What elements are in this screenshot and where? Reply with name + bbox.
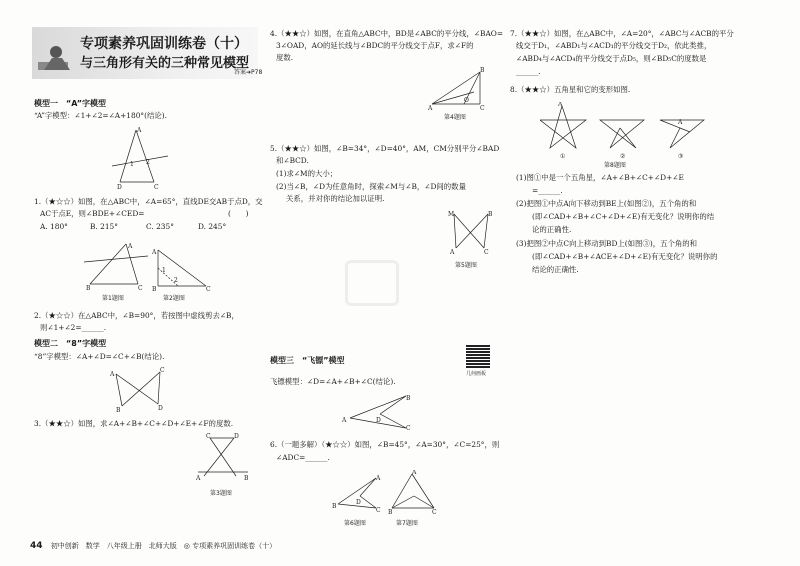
question-7-line4: ______.	[516, 67, 541, 76]
qr-code[interactable]	[466, 344, 490, 368]
question-1-line2: AC于点E，则∠BDE+∠CED=	[40, 209, 145, 218]
svg-text:C: C	[406, 425, 411, 432]
question-4-line3: 度数.	[276, 53, 294, 62]
figure-q5	[444, 208, 498, 256]
figure-q4	[428, 66, 492, 112]
svg-text:B: B	[116, 407, 121, 414]
question-8-part3c: 结论的正确性.	[532, 265, 579, 274]
answer-parentheses: ( )	[228, 209, 249, 218]
figure-q1	[82, 240, 150, 290]
figure-q8	[540, 102, 720, 160]
svg-text:C: C	[206, 433, 211, 440]
caption-fig8: 第8题图	[604, 162, 626, 169]
model3-description: 飞镖模型：∠D=∠A+∠B+∠C(结论).	[270, 377, 396, 386]
svg-text:1: 1	[162, 267, 166, 274]
svg-text:B: B	[86, 285, 91, 290]
svg-text:C: C	[154, 184, 159, 190]
q1-option-a: A. 180°	[40, 222, 68, 231]
q1-option-d: D. 245°	[198, 222, 227, 231]
page-number: 44	[30, 541, 43, 551]
question-8-part2a: (2)把图①中点A向下移动到BE上(如图②)，五个角的和	[516, 199, 697, 208]
svg-text:B: B	[244, 475, 249, 482]
figure-q6	[330, 474, 384, 514]
qr-label: 几何画板	[466, 371, 487, 377]
svg-text:A: A	[110, 371, 115, 378]
page-footer	[30, 541, 276, 551]
svg-text:1: 1	[130, 161, 134, 168]
question-8-part3a: (3)把图②中点C向上移动到BD上(如图③)，五个角的和	[516, 239, 698, 248]
question-8-part1b: =______.	[532, 186, 563, 195]
figure-q7	[388, 470, 438, 514]
svg-text:B: B	[332, 503, 337, 510]
caption-fig1: 第1题图	[102, 295, 124, 302]
svg-text:A: A	[196, 475, 201, 482]
question-8-title: 8.（★★☆）五角星和它的变形如图.	[510, 85, 631, 94]
svg-text:B: B	[388, 509, 393, 514]
question-6-line2: ∠ADC=______.	[276, 453, 330, 462]
question-7-line2: 线交于D₁，∠ABD₁与∠ACD₁的平分线交于D₂，依此类推，	[516, 41, 712, 50]
svg-text:A: A	[128, 243, 133, 250]
question-5-part2-cont: 关系，并对你的结论加以证明.	[286, 194, 385, 203]
figure-q2	[152, 246, 212, 292]
question-2-line2: 则∠1+∠2=______.	[40, 323, 107, 332]
question-1-line1: 1.（★☆☆）如图，在△ABC中，∠A=65°，直线DE交AB于点D，交	[34, 197, 263, 206]
question-8-part2c: 论的正确性.	[532, 225, 572, 234]
svg-text:D: D	[234, 433, 239, 440]
svg-text:D: D	[356, 499, 361, 506]
q1-option-c: C. 235°	[146, 222, 174, 231]
question-4-line2: 3∠OAD，AO的延长线与∠BDC的平分线交于点F，求∠F的	[276, 41, 474, 50]
figure-q3	[196, 432, 252, 482]
question-6-line1: 6.（一题多解）（★☆☆）如图，∠B=45°，∠A=30°，∠C=25°，则	[270, 440, 500, 449]
question-3: 3.（★★☆）如图，求∠A+∠B+∠C+∠D+∠E+∠F的度数.	[34, 419, 234, 428]
svg-text:M: M	[448, 211, 455, 218]
model3-title: 模型三 “飞镖”模型	[270, 356, 345, 365]
caption-fig7: 第7题图	[396, 520, 418, 527]
student-illustration	[34, 40, 78, 76]
page-subtitle: 与三角形有关的三种常见模型	[80, 56, 250, 71]
fig8-label-2: ②	[620, 153, 626, 160]
model2-description: “8”字模型：∠A+∠D=∠C+∠B(结论).	[34, 352, 165, 361]
question-5-line2: 和∠BCD.	[276, 156, 309, 165]
svg-text:A: A	[678, 119, 683, 126]
question-5-part2: (2)当∠B，∠D为任意角时，探索∠M与∠B，∠D间的数量	[276, 182, 466, 191]
svg-text:D: D	[158, 405, 163, 412]
caption-fig4: 第4题图	[444, 114, 466, 121]
caption-fig5: 第5题图	[455, 262, 477, 269]
svg-text:C: C	[206, 286, 211, 292]
caption-fig3: 第3题图	[210, 490, 232, 497]
caption-fig6: 第6题图	[344, 520, 366, 527]
page-title: 专项素养巩固训练卷（十）	[80, 36, 248, 52]
svg-text:B: B	[488, 211, 493, 218]
svg-text:A: A	[137, 127, 142, 134]
model3-figure	[340, 392, 412, 432]
svg-text:2: 2	[146, 159, 150, 166]
svg-text:B: B	[480, 67, 485, 74]
svg-text:A: A	[428, 105, 433, 112]
model2-title: 模型二 “8”字模型	[34, 339, 107, 348]
svg-text:C: C	[160, 367, 165, 374]
model1-figure	[108, 124, 178, 190]
q1-option-b: B. 215°	[90, 222, 118, 231]
model2-figure	[108, 364, 168, 414]
svg-text:C: C	[484, 249, 489, 256]
svg-text:D: D	[117, 184, 122, 190]
question-8-part2b: (即∠CAD+∠B+∠C+∠D+∠E)有无变化？说明你的结	[532, 212, 715, 221]
svg-text:A: A	[376, 475, 381, 482]
question-2-line1: 2.（★☆☆）在△ABC中，∠B=90°，若按图中虚线剪去∠B，	[34, 311, 239, 320]
footer-text: 初中创新 数学 八年级上册 北师大版 ◎ 专项素养巩固训练卷（十）	[50, 542, 277, 550]
question-7-line3: ∠ABD₄与∠ACD₄的平分线交于点D₅，则∠BD₅C的度数是	[516, 54, 707, 63]
answer-reference: 答案➔P78	[234, 69, 263, 76]
svg-text:A: A	[152, 249, 157, 256]
caption-fig2: 第2题图	[163, 295, 185, 302]
svg-text:D: D	[376, 417, 381, 424]
fig8-label-1: ①	[560, 153, 566, 160]
svg-text:2: 2	[174, 277, 178, 284]
watermark-logo	[345, 260, 399, 306]
svg-text:C: C	[376, 507, 381, 514]
question-4-line1: 4.（★★☆）如图，在直角△ABC中，BD是∠ABC的平分线，∠BAO=	[270, 29, 504, 38]
svg-text:B: B	[406, 395, 411, 402]
question-5-part1: (1)求∠M的大小；	[276, 169, 338, 178]
fig8-label-3: ③	[678, 153, 684, 160]
svg-text:A: A	[412, 470, 417, 476]
svg-text:O: O	[464, 97, 469, 104]
question-7-line1: 7.（★★☆）如图，在△ABC中，∠A=20°，∠ABC与∠ACB的平分	[510, 29, 734, 38]
svg-text:C: C	[480, 105, 485, 112]
svg-text:C: C	[138, 285, 143, 290]
svg-text:A: A	[558, 102, 563, 108]
model1-title: 模型一 “A”字模型	[34, 99, 106, 108]
svg-text:A: A	[342, 417, 347, 424]
question-8-part1a: (1)图①中是一个五角星，∠A+∠B+∠C+∠D+∠E	[516, 173, 684, 182]
question-8-part3b: (即∠CAD+∠B+∠ACE+∠D+∠E)有无变化？说明你的	[532, 252, 718, 261]
model1-description: “A”字模型：∠1+∠2=∠A+180°(结论).	[34, 111, 168, 120]
svg-text:C: C	[432, 509, 437, 514]
svg-text:B: B	[152, 286, 157, 292]
svg-text:A: A	[450, 249, 455, 256]
question-5-line1: 5.（★★☆）如图，∠B=34°，∠D=40°，AM，CM分别平分∠BAD	[270, 144, 500, 153]
